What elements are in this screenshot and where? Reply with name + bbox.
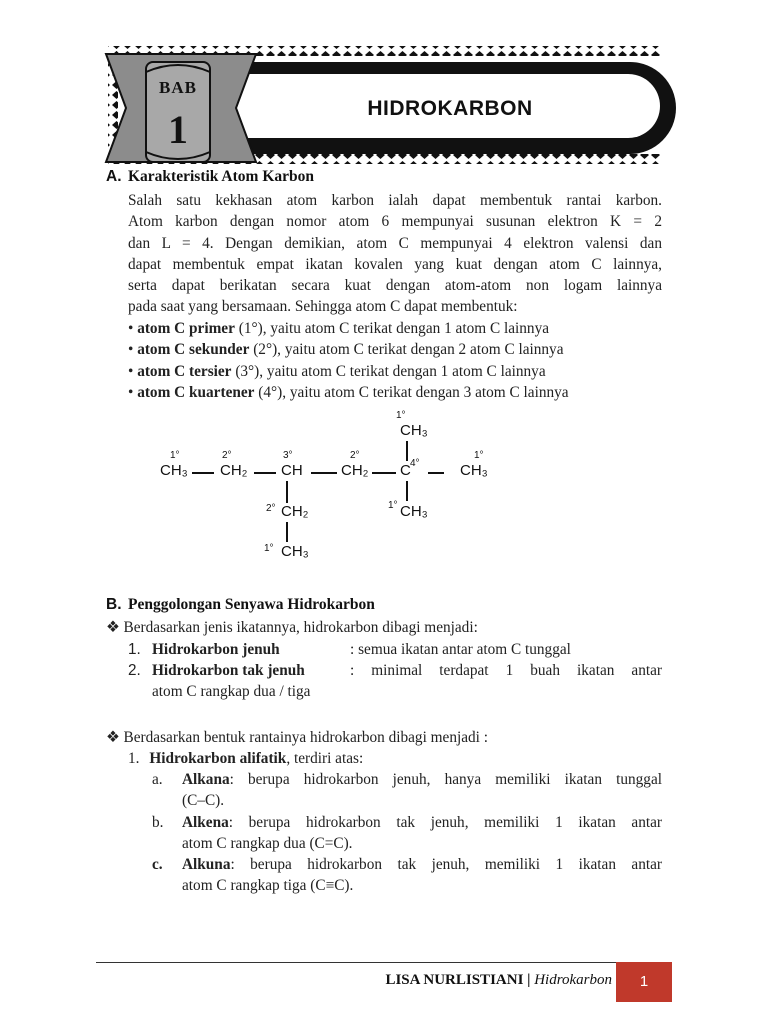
list-item-term: Hidrokarbon alifatik — [149, 750, 287, 767]
diamond-bullet-icon: ❖ — [106, 619, 120, 636]
list-item-desc: : berupa hidrokarbon tak jenuh, memiliki 1 ikatan antar — [230, 856, 662, 874]
list-item — [152, 854, 662, 897]
list-item-letter: c. — [152, 856, 163, 874]
paragraph-line: serta dapat berikatan secara kuat dengan atom-atom non logam lainnya — [128, 277, 662, 295]
bond-line — [192, 472, 214, 474]
list-item-desc: : berupa hidrokarbon jenuh, hanya memiliki ikatan tunggal — [229, 771, 662, 788]
list-item — [128, 639, 668, 660]
carbon-order-label: 2° — [350, 450, 360, 461]
bond-line — [254, 472, 276, 474]
footer-author: LISA NURLISTIANI — [385, 972, 524, 988]
intro-text: Berdasarkan bentuk rantainya hidrokarbon dibagi menjadi : — [123, 729, 489, 746]
chem-group: CH₂ — [220, 462, 248, 479]
carbon-order-label: 1° — [264, 543, 274, 554]
section-b-letter: B. — [106, 596, 122, 613]
footer-rule — [96, 962, 672, 963]
chem-group: CH₃ — [281, 543, 309, 560]
bond-line — [286, 481, 288, 503]
bond-line — [311, 472, 337, 474]
list-item-desc: , terdiri atas: — [286, 750, 364, 767]
chem-group: CH₃ — [400, 422, 428, 439]
bond-type-list — [128, 639, 668, 702]
list-item-term: atom C tersier — [137, 362, 232, 380]
chem-group: CH₂ — [341, 462, 369, 479]
section-a-paragraph — [128, 190, 662, 318]
paragraph-line: Salah satu kekhasan atom karbon ialah dapat membentuk rantai karbon. — [128, 192, 662, 209]
list-item-continuation: atom C rangkap dua (C=C). — [182, 834, 353, 852]
list-item-term: Alkena — [182, 813, 229, 831]
classification-intro-1 — [106, 617, 478, 638]
list-item: • atom C sekunder (2°), yaitu atom C terikat dengan 2 atom C lainnya — [128, 341, 564, 359]
chem-group: C — [400, 462, 411, 479]
paragraph-line: Atom karbon dengan nomor atom 6 mempunyai susunan elektron K = 2 — [128, 213, 662, 231]
list-item-desc: , yaitu atom C terikat dengan 1 atom C lainnya — [262, 320, 550, 337]
list-item-term: atom C primer — [137, 320, 235, 337]
section-a-letter: A. — [106, 168, 122, 185]
chem-group: CH₃ — [160, 462, 188, 479]
chem-group: CH₂ — [281, 503, 309, 520]
carbon-order-label: 3° — [283, 450, 293, 461]
list-item-term: Alkuna — [182, 856, 231, 874]
list-item: • atom C kuartener (4°), yaitu atom C terikat dengan 3 atom C lainnya — [128, 383, 569, 401]
list-item-order: (4°) — [258, 383, 283, 401]
footer-subject: Hidrokarbon — [534, 972, 612, 988]
chapter-number: 1 — [168, 107, 188, 152]
bond-line — [406, 481, 408, 501]
aliphatic-list — [152, 769, 662, 897]
list-item-number: 1. — [128, 750, 140, 767]
list-item — [152, 769, 662, 812]
list-item-desc: : minimal terdapat 1 buah ikatan antar — [350, 662, 662, 679]
paragraph-line: pada saat yang bersamaan. Sehingga atom C dapat membentuk: — [128, 298, 518, 316]
carbon-order-label: 1° — [396, 410, 406, 421]
list-item-desc: : semua ikatan antar atom C tunggal — [350, 641, 571, 658]
list-item — [128, 660, 668, 681]
section-a-heading: Karakteristik Atom Karbon — [128, 168, 314, 185]
bond-line — [406, 441, 408, 461]
list-item-desc: , yaitu atom C terikat dengan 3 atom C lainnya — [282, 383, 569, 401]
list-item-continuation: (C–C). — [182, 792, 225, 810]
list-item-continuation: atom C rangkap tiga (C≡C). — [182, 877, 354, 895]
list-item-continuation: atom C rangkap dua / tiga — [152, 683, 311, 700]
carbon-order-label: 1° — [388, 500, 398, 511]
list-item-order: (3°) — [235, 362, 260, 380]
carbon-order-label: 4° — [410, 458, 420, 469]
chem-group: CH₃ — [460, 462, 488, 479]
list-item-desc: , yaitu atom C terikat dengan 2 atom C lainnya — [277, 341, 564, 359]
diamond-bullet-icon: ❖ — [106, 729, 120, 746]
list-item-order: (2°) — [253, 341, 278, 359]
chem-group: CH — [281, 462, 303, 479]
page-number: 1 — [616, 962, 672, 1002]
bond-line — [428, 472, 444, 474]
carbon-order-label: 1° — [170, 450, 180, 461]
bond-line — [372, 472, 396, 474]
chapter-title: HIDROKARBON — [367, 97, 533, 120]
classification-intro-2 — [106, 727, 488, 748]
list-item-letter: a. — [152, 771, 163, 788]
paragraph-line: dapat membentuk empat ikatan kovalen yang kuat dengan atom C lainnya, — [128, 255, 662, 273]
footer-text — [300, 972, 612, 989]
carbon-order-label: 2° — [266, 503, 276, 514]
carbon-type-list — [128, 318, 668, 403]
list-item-term: Hidrokarbon jenuh — [152, 641, 280, 658]
list-item: • atom C tersier (3°), yaitu atom C terikat dengan 1 atom C lainnya — [128, 362, 546, 380]
list-item-term: atom C sekunder — [137, 341, 250, 359]
chem-group: CH₃ — [400, 503, 428, 520]
carbon-order-label: 2° — [222, 450, 232, 461]
intro-text: Berdasarkan jenis ikatannya, hidrokarbon dibagi menjadi: — [123, 619, 478, 636]
list-item-desc: , yaitu atom C terikat dengan 1 atom C lainnya — [259, 362, 546, 380]
chain-type-item — [128, 748, 363, 769]
list-item-letter: b. — [152, 813, 164, 831]
footer-separator: | — [527, 972, 531, 988]
list-item-desc: : berupa hidrokarbon tak jenuh, memiliki 1 ikatan antar — [228, 813, 662, 831]
list-item-term: Alkana — [182, 771, 230, 788]
list-item-term: atom C kuartener — [137, 383, 255, 401]
bond-line — [286, 522, 288, 542]
list-item — [152, 812, 662, 855]
list-item: • atom C primer (1°), yaitu atom C terikat dengan 1 atom C lainnya — [128, 320, 550, 337]
list-item-number: 1. — [128, 641, 141, 658]
section-b-heading: Penggolongan Senyawa Hidrokarbon — [128, 596, 375, 613]
list-item-order: (1°) — [238, 320, 263, 337]
list-item-term: Hidrokarbon tak jenuh — [152, 662, 305, 679]
chapter-label: BAB — [159, 78, 197, 97]
list-item-number: 2. — [128, 662, 141, 679]
paragraph-line: dan L = 4. Dengan demikian, atom C mempunyai 4 elektron valensi dan — [128, 234, 662, 252]
carbon-order-label: 1° — [474, 450, 484, 461]
